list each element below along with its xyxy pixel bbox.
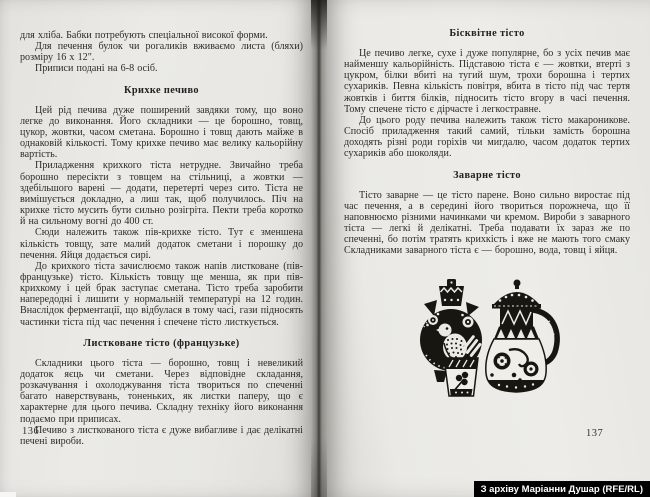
scan-edge-sliver (0, 492, 16, 497)
paragraph: Складники цього тіста — борошно, товщ і невеликий додаток яєць чи сметани. Через відповідне складання, розкачування і охолоджування тіста твориться по спеченні багато наверствувань, тоненьких, як листки паперу, що є характерне для цього печива. Складну техніку його виконання подаємо при приписах. (20, 357, 303, 425)
paragraph: Це печиво легке, сухе і дуже популярне, бо з усіх печив має найменшу кальорійність. Підставою тіста є — жовтки, втерті з цукром, білки вбиті на тугий шум, трохи борошна і тертих сухариків. Певна кількість повітря, вбита в тісто під час тертя жовтків і биття білків, підносить тісто вгору в часі печення. Тому спечене тісто є дірчасте і легкостравне. (344, 48, 630, 115)
paragraph: До крихкого тіста зачислюємо також напів листковане (пів-французьке) тісто. Кількість товщу ще менша, як при пів-крихкому і цей брак заступає сметана. Тісто треба заробити напередодні і лишити у нормальній температурі на 12 годин. Внаслідок ферментації, що відбулася в тому часі, гази підносять частинки тіста під час печення і спечене тісто листкується. (20, 260, 303, 328)
paragraph: Приладження крихкого тіста нетрудне. Звичайно треба борошно пересікти з товщем на стільниці, а жовтки — здебільшого варені — додати, перетерті через сито. Тіста не вимішується докладно, а лиш так, щоб получилось. Піч на крихке тісто мусить бути сильно розігріта. Пекти треба коротко й на сильному вогні до 400 ст. (20, 160, 303, 228)
left-page (0, 0, 318, 497)
page-number: 137 (586, 428, 604, 439)
paragraph: Цей рід печива дуже поширений завдяки тому, що воно легке до виконання. Його складники — це борошно, товщ, цукор, жовтки, часом сметана. Борошно і товщ дають майже в однаковій кількості. Тому крихке печиво має велику кальорійну вартість. (20, 104, 303, 161)
left-page-text-column (20, 30, 303, 447)
watermark-credit: З архіву Маріанни Душар (RFE/RL) (474, 481, 650, 497)
section-heading: Заварне тісто (453, 169, 521, 181)
paragraph: Для печення булок чи рогаликів вживаємо листа (бляхи) розміру 16 x 12". (20, 41, 303, 64)
paragraph: До цього роду печива належить також тісто макароникове. Спосіб приладження такий самий, тільки замість борошна доходять різні роди горіхів чи мигдалю, часом додаток тертих сухариків або шоколяди. (344, 114, 630, 160)
section-heading: Крихке печиво (124, 84, 199, 96)
paragraph: для хліба. Бабки потребують спеціальної високої форми. (20, 30, 268, 41)
cup-drawing (444, 358, 478, 396)
right-page (318, 0, 650, 497)
section-heading: Листковане тісто (французьке) (83, 337, 240, 349)
paragraph: Печиво з листкованого тіста є дуже вибагливе і дає делікатні печені вироби. (20, 424, 303, 447)
jug-drawing (486, 280, 557, 393)
paragraph: Тісто заварне — це тісто парене. Воно сильно виростає під час печення, а в середині його твориться порожнеча, що її наповнюємо різними начинками чи кремом. Вироби з заварного тіста — легкі й делікатні. Треба подавати їх зараз же по спеченні, бо потім тратять крихкість і вже не мають того смаку Складниками заварного тіста є — борошно, вода, товщ і яйця. (344, 189, 630, 257)
right-page-text-column (344, 26, 630, 257)
folk-pottery-illustration-icon (414, 276, 570, 402)
section-heading: Бісквітне тісто (449, 28, 525, 39)
page-number: 136 (22, 426, 40, 437)
paragraph: Сюди належить також пів-крихке тісто. Тут є зменшена кількість товщу, зате малий додаток сметани і порошку до печення. Яйця додається сирі. (20, 227, 303, 261)
paragraph: Приписи подані на 6-8 осіб. (35, 63, 158, 75)
